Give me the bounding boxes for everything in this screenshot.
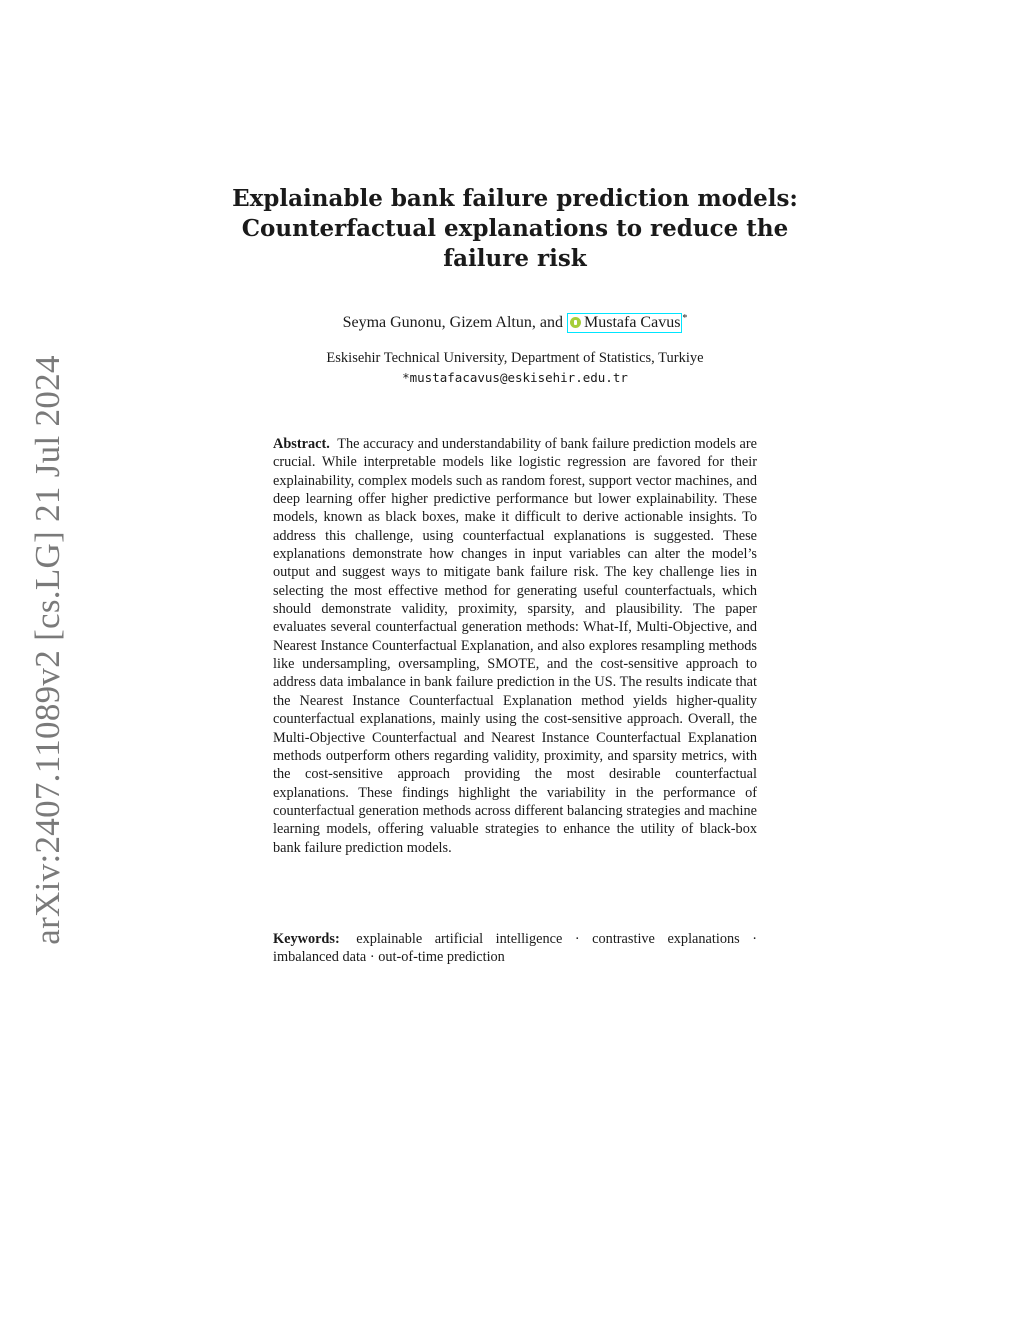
affiliation: Eskisehir Technical University, Department of Statistics, Turkiye [326, 350, 704, 366]
corresponding-author-marker: * [682, 313, 688, 324]
title-line: Counterfactual explanations to reduce the [241, 215, 789, 242]
abstract-label: Abstract. [273, 436, 330, 452]
authors-text: Seyma Gunonu, Gizem Altun, and [342, 314, 563, 331]
keywords-label: Keywords: [273, 931, 340, 947]
author-orcid-link[interactable] [567, 313, 682, 333]
keywords-text: explainable artificial intelligence · contrastive explanations · imbalanced data · out-of-time prediction [273, 931, 758, 966]
title-line: failure risk [443, 245, 587, 272]
keywords [273, 930, 757, 967]
abstract [273, 435, 757, 857]
affiliation-block [200, 349, 830, 387]
linked-author-name: Mustafa Cavus [583, 314, 681, 331]
author-email: *mustafacavus@eskisehir.edu.tr [402, 370, 628, 385]
paper-title [200, 184, 830, 274]
abstract-text: The accuracy and understandability of bank failure prediction models are crucial. While interpretable models like logistic regression are favored for their explainability, complex models such as random forest, support vector machines, and deep learning offer higher predictive performance but lower explainability. These models, known as black boxes, make it difficult to derive actionable insights. To address this challenge, using counterfactual explanations is suggested. These explanations demonstrate how changes in input variables can alter the model’s output and suggest ways to mitigate bank failure risk. The key challenge lies in selecting the most effective method for generating useful counterfactuals, which should demonstrate validity, proximity, sparsity, and plausibility. The paper evaluates several counterfactual generation methods: What-If, Multi-Objective, and Nearest Instance Counterfactual Explanation, and also explores resampling methods like undersampling, oversampling, SMOTE, and the cost-sensitive approach to address data imbalance in bank failure prediction in the US. The results indicate that the Nearest Instance Counterfactual Explanation method yields higher-quality counterfactual explanations, mainly using the cost-sensitive approach. Overall, the Multi-Objective Counterfactual and Nearest Instance Counterfactual Explanation methods outperform others regarding validity, proximity, and sparsity metrics, with the cost-sensitive approach providing the most desirable counterfactual explanations. These findings highlight the variability in the performance of counterfactual generation methods across different balancing strategies and machine learning models, offering valuable strategies to enhance the utility of black-box bank failure prediction models. [273, 436, 757, 856]
title-line: Explainable bank failure prediction models: [232, 185, 798, 212]
orcid-icon [570, 317, 581, 328]
author-list [200, 313, 830, 335]
arxiv-identifier: arXiv:2407.11089v2 [cs.LG] 21 Jul 2024 [28, 355, 67, 945]
